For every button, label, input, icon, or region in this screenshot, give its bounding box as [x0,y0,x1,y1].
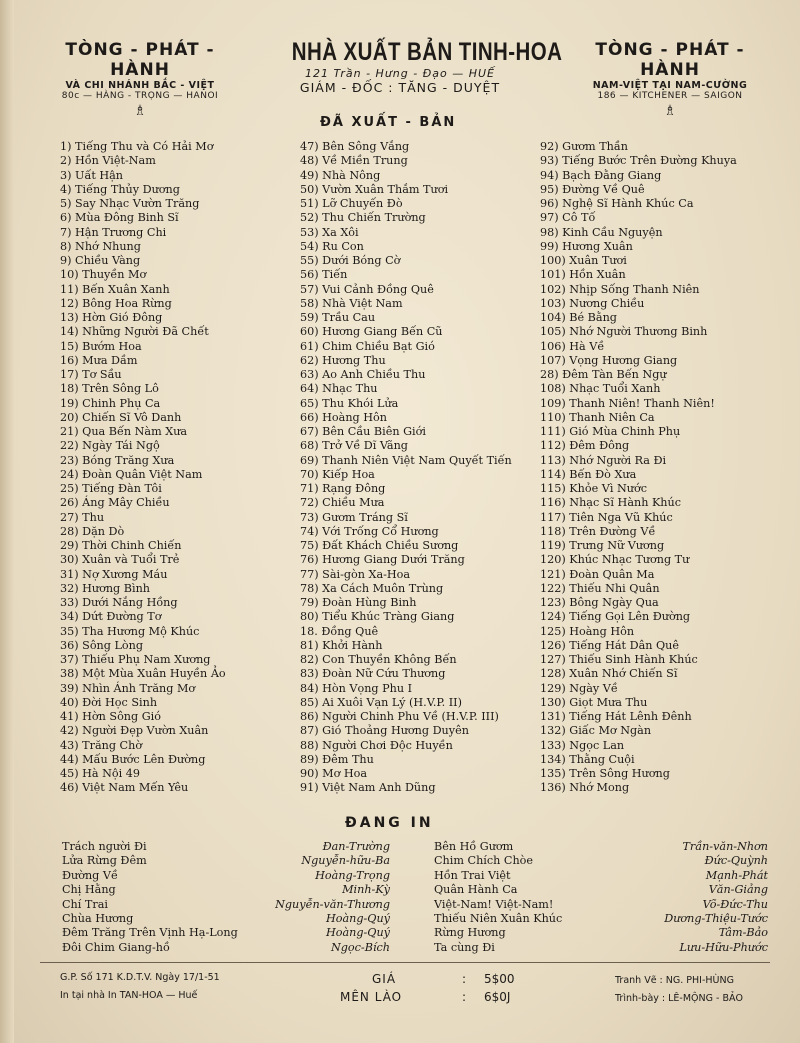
song-list-item: 7) Hận Trương Chi [60,225,167,239]
distributor-south-subtitle: NAM-VIỆT TẠI NAM-CƯỜNG [592,80,748,91]
printing-authors-right [610,840,768,955]
song-list-item: 18. Đồng Quê [300,624,379,638]
song-list-item: 87) Gió Thoảng Hương Duyên [300,724,469,738]
printing-title-item: Chùa Hương [62,911,134,925]
song-list-item: 125) Hoàng Hôn [540,624,635,638]
song-list-item: 85) Ai Xuôi Vạn Lý (H.V.P. II) [300,695,462,709]
song-list-item: 30) Xuân và Tuổi Trẻ [60,553,180,567]
song-list-item: 101) Hồn Xuân [540,268,626,282]
song-list-item: 92) Gươm Thần [540,140,628,153]
song-list-item: 121) Đoàn Quân Ma [540,567,655,581]
song-list-item: 74) Với Trống Cổ Hương [300,524,439,538]
layout-credit: Trình-bày : LÊ-MỘNG - BẢO [615,993,743,1004]
price-label: GIÁ [372,972,397,986]
song-list-item: 47) Bên Sông Vắng [300,140,410,153]
song-list-item: 20) Chiến Sĩ Vô Danh [60,410,182,424]
printing-title-item: Đường Về [62,868,118,882]
song-list-item: 71) Rạng Đông [300,482,386,495]
song-list-item: 130) Giọt Mưa Thu [540,695,648,709]
printing-author-item: Nguyễn-hữu-Ba [301,854,390,868]
printer-info: In tại nhà In TAN-HOA — Huế [60,990,198,1001]
song-list-item: 49) Nhà Nông [300,168,381,182]
song-list-item: 55) Dưới Bóng Cờ [300,254,401,267]
song-list-item: 94) Bạch Đằng Giang [540,168,662,182]
song-list-item: 135) Trên Sông Hương [540,767,670,780]
song-list-item: 106) Hà Về [540,339,605,353]
printing-author-item: Trần-văn-Nhơn [682,840,768,853]
song-list-item: 103) Nương Chiều [540,296,645,310]
song-list-item: 43) Trăng Chờ [60,738,143,752]
song-list-item: 64) Nhạc Thu [300,382,378,396]
header-left-distributor [40,40,240,119]
song-list-item: 17) Tơ Sầu [60,368,122,381]
printing-title-item: Thiếu Niên Xuân Khúc [434,911,563,925]
song-list-item: 9) Chiều Vàng [60,254,141,267]
song-list-item: 107) Vọng Hương Giang [540,353,678,367]
printing-title-item: Quân Hành Ca [434,883,518,897]
distributor-north-address: 80c — HÀNG - TRỌNG — HANOI [61,91,219,101]
song-list-item: 32) Hương Bình [60,581,150,595]
song-list-item: 58) Nhà Việt Nam [300,296,403,310]
song-list-item: 109) Thanh Niên! Thanh Niên! [540,396,715,410]
song-list-item: 136) Nhớ Mong [540,781,630,795]
printing-title-item: Trách người Đi [62,840,147,853]
song-list-item: 28) Dặn Dò [60,524,125,538]
song-list-item: 56) Tiến [300,268,348,282]
song-list-item: 117) Tiên Nga Vũ Khúc [540,510,673,524]
song-list-item: 133) Ngọc Lan [540,738,625,752]
song-list-item: 2) Hồn Việt-Nam [60,154,156,168]
printing-section-title: ĐANG IN [345,815,434,831]
song-list-item: 34) Dứt Đường Tơ [60,610,162,624]
publisher-name: NHÀ XUẤT BẢN TINH-HOA [291,38,563,66]
printing-author-item: Mạnh-Phát [705,868,768,882]
song-list-item: 40) Đời Học Sinh [60,695,158,709]
song-list-item: 93) Tiếng Bước Trên Đường Khuya [540,154,737,168]
song-list-item: 39) Nhìn Ánh Trăng Mơ [60,681,196,695]
printing-author-item: Văn-Giảng [708,883,768,897]
song-list-item: 89) Đêm Thu [300,752,374,766]
publisher-address: 121 Trần - Hưng - Đạo — HUẾ [305,67,495,80]
printing-author-item: Lưu-Hữu-Phước [679,940,768,954]
printing-author-item: Đức-Quỳnh [704,854,768,868]
song-list-item: 95) Đường Về Quê [540,182,645,196]
song-list-item: 122) Thiếu Nhi Quân [540,581,660,595]
published-section-title: ĐÃ XUẤT - BẢN [320,115,457,130]
song-list-item: 86) Người Chinh Phu Về (H.V.P. III) [300,710,499,723]
song-list-item: 98) Kinh Cầu Nguyện [540,225,663,239]
song-list-item: 81) Khởi Hành [300,638,383,652]
song-list-item: 4) Tiếng Thủy Dương [60,182,180,196]
footer-divider [40,962,770,963]
publisher-director: GIÁM - ĐỐC : TĂNG - DUYỆT [299,80,501,95]
song-list-item: 110) Thanh Niên Ca [540,410,655,424]
song-list-item: 15) Bướm Hoa [60,339,142,353]
song-list-item: 108) Nhạc Tuổi Xanh [540,382,661,396]
song-list-item: 13) Hờn Gió Đông [60,311,163,324]
song-list-item: 11) Bến Xuân Xanh [60,282,170,296]
song-list-item: 134) Thằng Cuội [540,752,635,766]
price-laos-colon: : [462,990,467,1004]
printing-author-item: Đan-Trường [322,840,390,853]
song-list-item: 65) Thu Khói Lửa [300,396,399,410]
distributor-south-address: 186 — KITCHENER — SAIGON [597,91,743,101]
song-list-item: 63) Ao Anh Chiều Thu [300,368,426,381]
song-list-item: 62) Hương Thu [300,353,386,367]
printing-author-item: Nguyễn-văn-Thương [275,897,390,911]
song-list-item: 70) Kiếp Hoa [300,467,375,481]
song-list-item: 119) Trưng Nữ Vương [540,539,665,552]
song-list-item: 61) Chim Chiều Bạt Gió [300,339,435,353]
printing-author-item: Hoàng-Trọng [315,868,390,882]
distributor-south-title: TÒNG - PHÁT - HÀNH [595,40,745,80]
song-list-item: 118) Trên Đường Về [540,524,656,538]
song-list-item: 116) Nhạc Sĩ Hành Khúc [540,496,681,510]
song-list-item: 33) Dưới Nắng Hồng [60,596,178,609]
song-list-item: 66) Hoàng Hôn [300,410,387,424]
song-list-item: 59) Trầu Cau [300,311,376,324]
price-value: 5$00 [484,972,515,986]
publisher-logo-icon: ♗ [133,103,147,119]
song-list-item: 88) Người Chơi Độc Huyền [300,738,453,752]
song-list-item: 96) Nghệ Sĩ Hành Khúc Ca [540,197,694,210]
song-list-item: 84) Hòn Vọng Phu I [300,681,413,695]
song-list-item: 83) Đoàn Nữ Cứu Thương [300,667,446,681]
song-list-item: 100) Xuân Tươi [540,254,627,267]
song-list-item: 8) Nhớ Nhung [60,239,141,253]
song-list-item: 105) Nhớ Người Thương Binh [540,325,708,339]
song-list-item: 45) Hà Nội 49 [60,767,141,780]
song-list-item: 28) Đêm Tàn Bến Ngự [540,368,667,381]
song-list-item: 6) Mùa Đông Binh Sĩ [60,211,179,225]
printing-title-item: Chí Trai [62,897,108,911]
printing-title-item: Việt-Nam! Việt-Nam! [434,897,554,911]
price-laos-label: MÊN LÀO [340,990,403,1004]
paper-edge [0,0,14,1043]
song-list-item: 18) Trên Sông Lô [60,382,159,396]
song-list-item: 113) Nhớ Người Ra Đi [540,453,667,467]
song-list-item: 10) Thuyền Mơ [60,268,147,282]
song-list-item: 114) Bến Đò Xưa [540,467,637,481]
printing-title-item: Chị Hằng [62,883,116,897]
song-list-item: 5) Say Nhạc Vườn Trăng [60,197,200,210]
published-list-column-3 [540,140,737,796]
song-list-item: 60) Hương Giang Bến Cũ [300,325,443,339]
printing-author-item: Ngọc-Bích [330,940,390,954]
song-list-item: 97) Cô Tố [540,211,596,225]
song-list-item: 128) Xuân Nhớ Chiến Sĩ [540,667,678,681]
printing-title-item: Hồn Trai Việt [434,868,511,882]
song-list-item: 112) Đêm Đông [540,439,630,453]
song-list-item: 38) Một Mùa Xuân Huyền Ảo [60,667,226,681]
song-list-item: 3) Uất Hận [60,168,124,182]
song-list-item: 24) Đoàn Quân Việt Nam [60,467,203,481]
song-list-item: 42) Người Đẹp Vườn Xuân [60,724,209,738]
printing-titles-left [62,840,238,955]
song-list-item: 67) Bên Cầu Biên Giới [300,425,426,438]
song-list-item: 26) Áng Mây Chiều [60,496,170,510]
distributor-north-subtitle: VÀ CHI NHÁNH BẮC - VIỆT [65,80,215,91]
song-list-item: 129) Ngày Về [540,681,618,695]
song-list-item: 123) Bông Ngày Qua [540,596,659,609]
song-list-item: 1) Tiếng Thu và Có Hải Mơ [60,140,214,153]
song-list-item: 36) Sông Lòng [60,638,144,652]
publisher-logo-icon: ♗ [663,103,677,119]
song-list-item: 104) Bé Bằng [540,311,617,324]
song-list-item: 19) Chinh Phụ Ca [60,396,161,410]
song-list-item: 78) Xa Cách Muôn Trùng [300,581,444,595]
song-list-item: 50) Vườn Xuân Thắm Tươi [300,182,449,196]
printing-titles-right [434,840,562,955]
printing-author-item: Dương-Thiệu-Tước [664,911,768,925]
song-list-item: 124) Tiếng Gọi Lên Đường [540,610,691,624]
song-list-item: 132) Giấc Mơ Ngàn [540,724,652,738]
printing-authors-left [240,840,390,955]
song-list-item: 77) Sài-gòn Xa-Hoa [300,567,411,581]
song-list-item: 72) Chiều Mưa [300,496,385,510]
song-list-item: 44) Mấu Bước Lên Đường [60,752,206,766]
song-list-item: 126) Tiếng Hát Dân Quê [540,638,679,652]
printing-author-item: Hoàng-Quý [325,926,390,940]
song-list-item: 127) Thiếu Sinh Hành Khúc [540,653,698,666]
song-list-item: 120) Khúc Nhạc Tương Tư [540,553,690,567]
song-list-item: 68) Trở Về Dĩ Vãng [300,439,408,453]
printing-title-item: Đêm Trăng Trên Vịnh Hạ-Long [62,926,238,940]
song-list-item: 57) Vui Cảnh Đồng Quê [300,282,434,296]
price-laos-value: 6$0J [484,990,511,1004]
printing-author-item: Minh-Kỳ [342,883,390,897]
song-list-item: 25) Tiếng Đàn Tôi [60,482,162,495]
song-list-item: 91) Việt Nam Anh Dũng [300,781,436,795]
header-right-distributor [570,40,770,119]
price-colon: : [462,972,467,986]
song-list-item: 27) Thu [60,510,105,524]
published-list-column-2 [300,140,512,796]
song-list-item: 73) Gươm Tráng Sĩ [300,510,408,524]
song-list-item: 80) Tiểu Khúc Tràng Giang [300,610,455,624]
song-list-item: 29) Thời Chinh Chiến [60,539,182,552]
song-list-item: 16) Mưa Dầm [60,353,138,367]
song-list-item: 37) Thiếu Phụ Nam Xương [60,653,211,666]
song-list-item: 111) Gió Mùa Chinh Phụ [540,425,681,438]
printing-title-item: Bên Hồ Gươm [434,840,514,853]
printing-title-item: Đôi Chim Giang-hồ [62,940,170,954]
song-list-item: 46) Việt Nam Mến Yêu [60,781,189,795]
song-list-item: 76) Hương Giang Dưới Trăng [300,553,465,567]
song-list-item: 51) Lỡ Chuyến Đò [300,197,403,210]
distributor-north-title: TÒNG - PHÁT - HÀNH [65,40,215,80]
printing-title-item: Rừng Hương [434,926,506,940]
song-list-item: 22) Ngày Tái Ngộ [60,439,160,453]
song-list-item: 14) Những Người Đã Chết [60,325,209,339]
printing-title-item: Lửa Rừng Đêm [62,854,147,868]
permit-number: G.P. Số 171 K.D.T.V. Ngày 17/1-51 [60,972,220,983]
song-list-item: 82) Con Thuyền Không Bến [300,653,457,666]
printing-title-item: Chim Chích Chòe [434,854,533,868]
song-list-item: 131) Tiếng Hát Lênh Đênh [540,710,692,723]
printing-author-item: Tâm-Bảo [718,926,768,940]
printing-author-item: Hoàng-Quý [325,911,390,925]
song-list-item: 115) Khỏe Vì Nước [540,482,647,495]
song-list-item: 79) Đoàn Hùng Binh [300,596,417,609]
song-list-item: 52) Thu Chiến Trường [300,211,426,225]
song-list-item: 48) Về Miền Trung [300,154,408,168]
printing-title-item: Ta cùng Đi [434,940,495,954]
song-list-item: 31) Nợ Xương Máu [60,567,168,581]
song-list-item: 53) Xa Xôi [300,225,359,239]
header-publisher [268,38,563,95]
song-list-item: 41) Hờn Sông Gió [60,710,161,723]
song-list-item: 102) Nhịp Sống Thanh Niên [540,282,700,296]
song-list-item: 35) Tha Hương Mộ Khúc [60,624,200,638]
song-list-item: 69) Thanh Niên Việt Nam Quyết Tiến [300,453,512,467]
printing-author-item: Võ-Đức-Thu [702,897,768,911]
song-list-item: 99) Hương Xuân [540,239,633,253]
song-list-item: 23) Bóng Trăng Xưa [60,453,175,467]
song-list-item: 90) Mơ Hoa [300,767,368,780]
song-list-item: 21) Qua Bến Nàm Xưa [60,425,188,438]
illustrator-credit: Tranh Vẽ : NG. PHI-HÙNG [615,975,734,986]
song-list-item: 12) Bông Hoa Rừng [60,296,172,310]
published-list-column-1 [60,140,226,796]
song-list-item: 75) Đất Khách Chiều Sương [300,539,459,552]
song-list-item: 54) Ru Con [300,239,364,253]
